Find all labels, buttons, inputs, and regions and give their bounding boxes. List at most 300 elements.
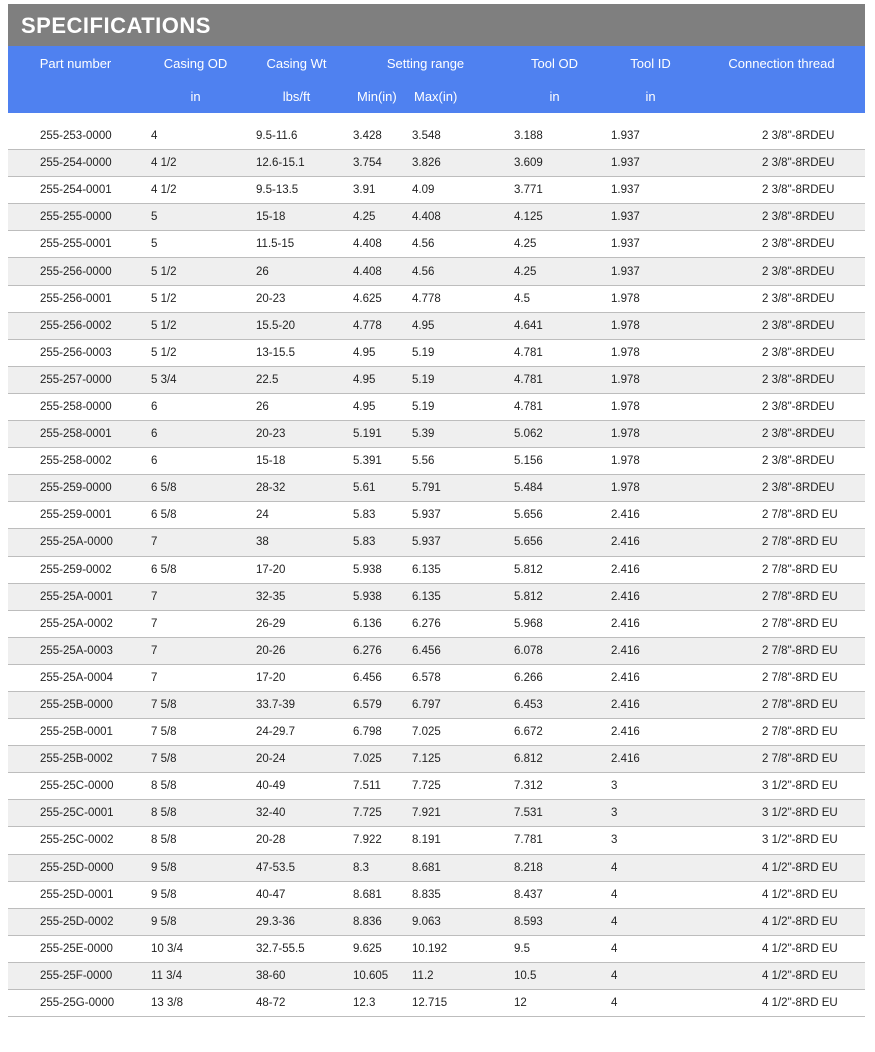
part-number-cell: 255-25D-0001 (8, 881, 143, 908)
connection-thread-cell: 2 3/8"-8RDEU (698, 393, 865, 420)
casing-wt-cell: 29.3-36 (248, 908, 345, 935)
casing-od-cell: 6 5/8 (143, 502, 248, 529)
casing-wt-cell: 20-28 (248, 827, 345, 854)
tool-od-cell: 5.656 (506, 529, 603, 556)
casing-od-cell: 5 (143, 231, 248, 258)
casing-od-cell: 7 (143, 637, 248, 664)
setting-min-cell: 7.922 (345, 827, 412, 854)
casing-wt-cell: 32-35 (248, 583, 345, 610)
part-number-cell: 255-25F-0000 (8, 962, 143, 989)
casing-od-cell: 6 (143, 448, 248, 475)
casing-od-cell: 8 5/8 (143, 773, 248, 800)
casing-wt-cell: 32.7-55.5 (248, 935, 345, 962)
setting-max-cell: 5.56 (412, 448, 506, 475)
tool-id-cell: 2.416 (603, 556, 698, 583)
setting-min-cell: 6.136 (345, 610, 412, 637)
setting-min-cell: 7.025 (345, 746, 412, 773)
setting-max-cell: 3.826 (412, 150, 506, 177)
table-body (8, 123, 865, 1017)
part-number-cell: 255-256-0002 (8, 312, 143, 339)
setting-max-cell: 5.791 (412, 475, 506, 502)
tool-od-cell: 10.5 (506, 962, 603, 989)
tool-od-cell: 7.531 (506, 800, 603, 827)
table-row (8, 854, 865, 881)
tool-id-cell: 2.416 (603, 637, 698, 664)
setting-min-cell: 4.95 (345, 393, 412, 420)
tool-od-cell: 6.453 (506, 691, 603, 718)
connection-thread-cell: 2 7/8"-8RD EU (698, 664, 865, 691)
setting-max-cell: 4.56 (412, 231, 506, 258)
setting-min-cell: 4.408 (345, 258, 412, 285)
part-number-cell: 255-25B-0001 (8, 719, 143, 746)
part-number-cell: 255-256-0001 (8, 285, 143, 312)
casing-od-cell: 8 5/8 (143, 800, 248, 827)
part-number-cell: 255-256-0003 (8, 339, 143, 366)
connection-thread-cell: 4 1/2"-8RD EU (698, 990, 865, 1017)
tool-od-cell: 6.266 (506, 664, 603, 691)
setting-min-cell: 12.3 (345, 990, 412, 1017)
setting-max-cell: 4.408 (412, 204, 506, 231)
tool-id-cell: 1.978 (603, 366, 698, 393)
setting-max-cell: 5.39 (412, 421, 506, 448)
setting-min-cell: 4.95 (345, 339, 412, 366)
part-number-cell: 255-25A-0004 (8, 664, 143, 691)
setting-min-cell: 6.456 (345, 664, 412, 691)
tool-od-cell: 9.5 (506, 935, 603, 962)
tool-od-cell: 6.812 (506, 746, 603, 773)
tool-od-cell: 4.781 (506, 366, 603, 393)
casing-wt-cell: 13-15.5 (248, 339, 345, 366)
part-number-cell: 255-25C-0000 (8, 773, 143, 800)
part-number-cell: 255-25A-0000 (8, 529, 143, 556)
setting-max-cell: 6.135 (412, 583, 506, 610)
tool-id-cell: 1.937 (603, 123, 698, 150)
tool-od-cell: 5.156 (506, 448, 603, 475)
setting-min-cell: 3.428 (345, 123, 412, 150)
casing-od-cell: 7 (143, 529, 248, 556)
casing-wt-cell: 47-53.5 (248, 854, 345, 881)
connection-thread-cell: 2 3/8"-8RDEU (698, 448, 865, 475)
connection-thread-cell: 2 3/8"-8RDEU (698, 312, 865, 339)
part-number-cell: 255-254-0000 (8, 150, 143, 177)
setting-max-cell: 4.778 (412, 285, 506, 312)
casing-od-cell: 6 5/8 (143, 475, 248, 502)
connection-thread-cell: 2 3/8"-8RDEU (698, 475, 865, 502)
setting-max-cell: 5.19 (412, 393, 506, 420)
table-row (8, 285, 865, 312)
tool-od-cell: 8.593 (506, 908, 603, 935)
table-row (8, 935, 865, 962)
table-row (8, 773, 865, 800)
tool-od-cell: 7.312 (506, 773, 603, 800)
connection-thread-cell: 4 1/2"-8RD EU (698, 881, 865, 908)
connection-thread-cell: 2 3/8"-8RDEU (698, 258, 865, 285)
casing-wt-cell: 38-60 (248, 962, 345, 989)
specifications-table (8, 46, 865, 1017)
setting-max-cell: 7.921 (412, 800, 506, 827)
setting-max-cell: 7.725 (412, 773, 506, 800)
setting-max-cell: 4.95 (412, 312, 506, 339)
casing-wt-cell: 26 (248, 393, 345, 420)
part-number-cell: 255-25B-0002 (8, 746, 143, 773)
casing-wt-cell: 12.6-15.1 (248, 150, 345, 177)
casing-od-cell: 7 (143, 664, 248, 691)
part-number-cell: 255-258-0002 (8, 448, 143, 475)
connection-thread-cell: 2 3/8"-8RDEU (698, 366, 865, 393)
setting-min-cell: 5.61 (345, 475, 412, 502)
tool-id-cell: 4 (603, 935, 698, 962)
setting-max-cell: 8.191 (412, 827, 506, 854)
tool-id-cell: 2.416 (603, 746, 698, 773)
setting-min-cell: 10.605 (345, 962, 412, 989)
casing-wt-cell: 24-29.7 (248, 719, 345, 746)
setting-max-cell: 5.937 (412, 502, 506, 529)
tool-id-cell: 2.416 (603, 610, 698, 637)
connection-thread-cell: 4 1/2"-8RD EU (698, 935, 865, 962)
setting-max-cell: 4.56 (412, 258, 506, 285)
part-number-cell: 255-259-0002 (8, 556, 143, 583)
connection-thread-cell: 2 3/8"-8RDEU (698, 204, 865, 231)
casing-od-cell: 6 (143, 393, 248, 420)
tool-od-cell: 4.125 (506, 204, 603, 231)
part-number-cell: 255-25A-0001 (8, 583, 143, 610)
table-row (8, 962, 865, 989)
tool-id-cell: 1.937 (603, 231, 698, 258)
unit-tool-id: in (603, 80, 698, 113)
setting-max-cell: 8.681 (412, 854, 506, 881)
part-number-cell: 255-259-0001 (8, 502, 143, 529)
tool-id-cell: 2.416 (603, 502, 698, 529)
connection-thread-cell: 4 1/2"-8RD EU (698, 854, 865, 881)
setting-min-cell: 8.3 (345, 854, 412, 881)
casing-od-cell: 5 1/2 (143, 285, 248, 312)
tool-od-cell: 5.656 (506, 502, 603, 529)
connection-thread-cell: 2 3/8"-8RDEU (698, 285, 865, 312)
setting-max-cell: 5.937 (412, 529, 506, 556)
header-row (8, 46, 865, 80)
setting-min-cell: 5.938 (345, 583, 412, 610)
casing-od-cell: 9 5/8 (143, 854, 248, 881)
tool-od-cell: 4.781 (506, 393, 603, 420)
setting-min-cell: 9.625 (345, 935, 412, 962)
tool-id-cell: 4 (603, 908, 698, 935)
casing-wt-cell: 9.5-11.6 (248, 123, 345, 150)
tool-od-cell: 12 (506, 990, 603, 1017)
unit-max: Max(in) (412, 80, 506, 113)
header-tool-id: Tool ID (603, 46, 698, 80)
setting-max-cell: 7.125 (412, 746, 506, 773)
table-row (8, 610, 865, 637)
table-row (8, 421, 865, 448)
table-row (8, 231, 865, 258)
connection-thread-cell: 2 3/8"-8RDEU (698, 123, 865, 150)
connection-thread-cell: 4 1/2"-8RD EU (698, 908, 865, 935)
setting-max-cell: 11.2 (412, 962, 506, 989)
tool-id-cell: 1.978 (603, 312, 698, 339)
casing-od-cell: 8 5/8 (143, 827, 248, 854)
casing-wt-cell: 24 (248, 502, 345, 529)
tool-id-cell: 3 (603, 800, 698, 827)
setting-max-cell: 6.276 (412, 610, 506, 637)
casing-od-cell: 4 1/2 (143, 177, 248, 204)
setting-max-cell: 6.456 (412, 637, 506, 664)
table-row (8, 502, 865, 529)
part-number-cell: 255-25C-0002 (8, 827, 143, 854)
part-number-cell: 255-258-0001 (8, 421, 143, 448)
setting-min-cell: 4.95 (345, 366, 412, 393)
part-number-cell: 255-253-0000 (8, 123, 143, 150)
table-row (8, 908, 865, 935)
setting-min-cell: 6.276 (345, 637, 412, 664)
tool-od-cell: 5.968 (506, 610, 603, 637)
setting-min-cell: 8.681 (345, 881, 412, 908)
tool-od-cell: 3.771 (506, 177, 603, 204)
unit-tool-od: in (506, 80, 603, 113)
table-row (8, 556, 865, 583)
unit-thread (698, 80, 865, 113)
connection-thread-cell: 4 1/2"-8RD EU (698, 962, 865, 989)
casing-wt-cell: 28-32 (248, 475, 345, 502)
tool-id-cell: 1.937 (603, 204, 698, 231)
tool-od-cell: 4.5 (506, 285, 603, 312)
setting-min-cell: 6.798 (345, 719, 412, 746)
part-number-cell: 255-257-0000 (8, 366, 143, 393)
tool-id-cell: 1.937 (603, 258, 698, 285)
casing-od-cell: 5 1/2 (143, 339, 248, 366)
connection-thread-cell: 2 7/8"-8RD EU (698, 583, 865, 610)
casing-wt-cell: 40-49 (248, 773, 345, 800)
connection-thread-cell: 2 7/8"-8RD EU (698, 529, 865, 556)
setting-max-cell: 6.797 (412, 691, 506, 718)
casing-wt-cell: 15-18 (248, 448, 345, 475)
header-connection-thread: Connection thread (698, 46, 865, 80)
setting-min-cell: 4.778 (345, 312, 412, 339)
table-row (8, 258, 865, 285)
tool-id-cell: 4 (603, 962, 698, 989)
tool-id-cell: 2.416 (603, 529, 698, 556)
casing-od-cell: 9 5/8 (143, 908, 248, 935)
tool-od-cell: 6.078 (506, 637, 603, 664)
tool-id-cell: 2.416 (603, 583, 698, 610)
connection-thread-cell: 2 7/8"-8RD EU (698, 610, 865, 637)
casing-od-cell: 13 3/8 (143, 990, 248, 1017)
tool-od-cell: 5.062 (506, 421, 603, 448)
casing-wt-cell: 33.7-39 (248, 691, 345, 718)
tool-od-cell: 5.812 (506, 556, 603, 583)
connection-thread-cell: 2 7/8"-8RD EU (698, 556, 865, 583)
tool-id-cell: 1.978 (603, 448, 698, 475)
setting-max-cell: 5.19 (412, 339, 506, 366)
part-number-cell: 255-25B-0000 (8, 691, 143, 718)
casing-wt-cell: 17-20 (248, 664, 345, 691)
tool-id-cell: 2.416 (603, 664, 698, 691)
casing-wt-cell: 26 (248, 258, 345, 285)
connection-thread-cell: 2 7/8"-8RD EU (698, 637, 865, 664)
tool-id-cell: 1.978 (603, 421, 698, 448)
unit-casing-od: in (143, 80, 248, 113)
table-row (8, 475, 865, 502)
tool-od-cell: 4.781 (506, 339, 603, 366)
connection-thread-cell: 2 7/8"-8RD EU (698, 746, 865, 773)
table-row (8, 800, 865, 827)
casing-wt-cell: 22.5 (248, 366, 345, 393)
connection-thread-cell: 2 3/8"-8RDEU (698, 339, 865, 366)
tool-id-cell: 1.978 (603, 475, 698, 502)
casing-wt-cell: 20-23 (248, 285, 345, 312)
tool-od-cell: 8.437 (506, 881, 603, 908)
tool-od-cell: 8.218 (506, 854, 603, 881)
casing-od-cell: 11 3/4 (143, 962, 248, 989)
setting-max-cell: 8.835 (412, 881, 506, 908)
part-number-cell: 255-25C-0001 (8, 800, 143, 827)
tool-id-cell: 1.937 (603, 177, 698, 204)
header-tool-od: Tool OD (506, 46, 603, 80)
setting-min-cell: 3.754 (345, 150, 412, 177)
section-title: SPECIFICATIONS (8, 4, 865, 46)
table-row (8, 366, 865, 393)
tool-od-cell: 5.812 (506, 583, 603, 610)
connection-thread-cell: 2 3/8"-8RDEU (698, 177, 865, 204)
casing-wt-cell: 40-47 (248, 881, 345, 908)
connection-thread-cell: 2 3/8"-8RDEU (698, 150, 865, 177)
setting-max-cell: 6.578 (412, 664, 506, 691)
connection-thread-cell: 2 7/8"-8RD EU (698, 691, 865, 718)
setting-min-cell: 6.579 (345, 691, 412, 718)
part-number-cell: 255-25A-0003 (8, 637, 143, 664)
setting-max-cell: 10.192 (412, 935, 506, 962)
casing-od-cell: 7 5/8 (143, 746, 248, 773)
table-row (8, 393, 865, 420)
tool-id-cell: 4 (603, 990, 698, 1017)
table-row (8, 339, 865, 366)
casing-wt-cell: 17-20 (248, 556, 345, 583)
connection-thread-cell: 3 1/2"-8RD EU (698, 827, 865, 854)
connection-thread-cell: 2 3/8"-8RDEU (698, 421, 865, 448)
setting-min-cell: 5.83 (345, 529, 412, 556)
setting-max-cell: 4.09 (412, 177, 506, 204)
header-part-number: Part number (8, 46, 143, 80)
table-row (8, 827, 865, 854)
header-casing-od: Casing OD (143, 46, 248, 80)
casing-od-cell: 7 5/8 (143, 719, 248, 746)
part-number-cell: 255-25G-0000 (8, 990, 143, 1017)
casing-od-cell: 7 5/8 (143, 691, 248, 718)
tool-od-cell: 7.781 (506, 827, 603, 854)
casing-od-cell: 9 5/8 (143, 881, 248, 908)
setting-max-cell: 3.548 (412, 123, 506, 150)
tool-od-cell: 5.484 (506, 475, 603, 502)
units-row (8, 80, 865, 113)
tool-id-cell: 2.416 (603, 691, 698, 718)
table-row (8, 881, 865, 908)
part-number-cell: 255-255-0001 (8, 231, 143, 258)
part-number-cell: 255-25E-0000 (8, 935, 143, 962)
casing-wt-cell: 26-29 (248, 610, 345, 637)
setting-min-cell: 5.938 (345, 556, 412, 583)
casing-wt-cell: 9.5-13.5 (248, 177, 345, 204)
casing-od-cell: 6 5/8 (143, 556, 248, 583)
casing-wt-cell: 20-23 (248, 421, 345, 448)
tool-id-cell: 1.978 (603, 393, 698, 420)
connection-thread-cell: 3 1/2"-8RD EU (698, 773, 865, 800)
casing-od-cell: 5 1/2 (143, 312, 248, 339)
casing-wt-cell: 32-40 (248, 800, 345, 827)
setting-min-cell: 3.91 (345, 177, 412, 204)
setting-min-cell: 8.836 (345, 908, 412, 935)
setting-min-cell: 5.83 (345, 502, 412, 529)
unit-min: Min(in) (345, 80, 412, 113)
setting-max-cell: 7.025 (412, 719, 506, 746)
table-row (8, 150, 865, 177)
casing-od-cell: 7 (143, 610, 248, 637)
setting-max-cell: 5.19 (412, 366, 506, 393)
header-setting-range: Setting range (345, 46, 506, 80)
tool-od-cell: 4.25 (506, 231, 603, 258)
casing-wt-cell: 48-72 (248, 990, 345, 1017)
tool-id-cell: 1.978 (603, 285, 698, 312)
tool-id-cell: 1.937 (603, 150, 698, 177)
casing-od-cell: 6 (143, 421, 248, 448)
tool-od-cell: 4.641 (506, 312, 603, 339)
casing-od-cell: 5 (143, 204, 248, 231)
specifications-section (8, 4, 865, 1017)
setting-min-cell: 5.191 (345, 421, 412, 448)
casing-od-cell: 5 3/4 (143, 366, 248, 393)
part-number-cell: 255-25D-0002 (8, 908, 143, 935)
casing-od-cell: 10 3/4 (143, 935, 248, 962)
table-row (8, 312, 865, 339)
connection-thread-cell: 2 7/8"-8RD EU (698, 719, 865, 746)
casing-wt-cell: 15.5-20 (248, 312, 345, 339)
casing-od-cell: 4 1/2 (143, 150, 248, 177)
unit-part (8, 80, 143, 113)
table-row (8, 204, 865, 231)
table-row (8, 746, 865, 773)
table-row (8, 664, 865, 691)
tool-id-cell: 1.978 (603, 339, 698, 366)
part-number-cell: 255-255-0000 (8, 204, 143, 231)
connection-thread-cell: 2 3/8"-8RDEU (698, 231, 865, 258)
setting-max-cell: 12.715 (412, 990, 506, 1017)
table-row (8, 583, 865, 610)
tool-id-cell: 4 (603, 854, 698, 881)
part-number-cell: 255-254-0001 (8, 177, 143, 204)
setting-min-cell: 7.725 (345, 800, 412, 827)
header-casing-wt: Casing Wt (248, 46, 345, 80)
casing-wt-cell: 38 (248, 529, 345, 556)
casing-wt-cell: 11.5-15 (248, 231, 345, 258)
table-row (8, 637, 865, 664)
tool-id-cell: 4 (603, 881, 698, 908)
casing-wt-cell: 20-24 (248, 746, 345, 773)
casing-wt-cell: 15-18 (248, 204, 345, 231)
tool-id-cell: 2.416 (603, 719, 698, 746)
tool-od-cell: 3.188 (506, 123, 603, 150)
connection-thread-cell: 2 7/8"-8RD EU (698, 502, 865, 529)
table-row (8, 990, 865, 1017)
casing-od-cell: 7 (143, 583, 248, 610)
table-row (8, 719, 865, 746)
setting-min-cell: 4.25 (345, 204, 412, 231)
setting-min-cell: 7.511 (345, 773, 412, 800)
casing-od-cell: 5 1/2 (143, 258, 248, 285)
casing-od-cell: 4 (143, 123, 248, 150)
part-number-cell: 255-256-0000 (8, 258, 143, 285)
tool-od-cell: 3.609 (506, 150, 603, 177)
casing-wt-cell: 20-26 (248, 637, 345, 664)
table-row (8, 529, 865, 556)
setting-max-cell: 9.063 (412, 908, 506, 935)
